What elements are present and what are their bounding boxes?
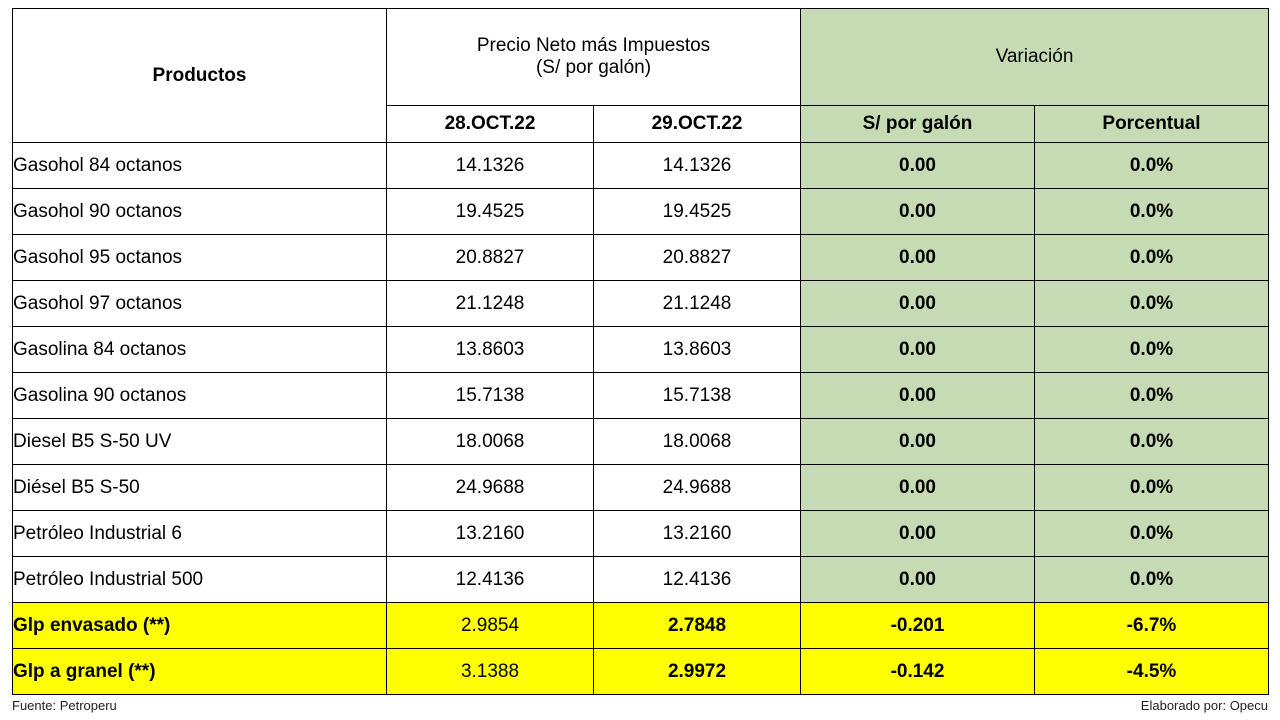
cell-product: Gasohol 97 octanos xyxy=(13,281,387,327)
cell-price-29: 15.7138 xyxy=(594,373,801,419)
cell-price-28: 14.1326 xyxy=(387,143,594,189)
cell-price-29: 21.1248 xyxy=(594,281,801,327)
cell-product: Diésel B5 S-50 xyxy=(13,465,387,511)
cell-product: Glp envasado (**) xyxy=(13,603,387,649)
cell-variation-absolute: -0.201 xyxy=(801,603,1035,649)
cell-product: Petróleo Industrial 500 xyxy=(13,557,387,603)
table-row xyxy=(13,419,1269,465)
header-price-group xyxy=(387,9,801,106)
table-row xyxy=(13,557,1269,603)
cell-price-28: 3.1388 xyxy=(387,649,594,695)
cell-variation-percent: 0.0% xyxy=(1035,419,1269,465)
cell-product: Glp a granel (**) xyxy=(13,649,387,695)
cell-variation-absolute: 0.00 xyxy=(801,143,1035,189)
table-body xyxy=(13,143,1269,695)
cell-price-28: 21.1248 xyxy=(387,281,594,327)
table-row xyxy=(13,235,1269,281)
cell-variation-absolute: 0.00 xyxy=(801,281,1035,327)
cell-price-28: 15.7138 xyxy=(387,373,594,419)
cell-price-28: 2.9854 xyxy=(387,603,594,649)
cell-price-28: 20.8827 xyxy=(387,235,594,281)
cell-price-29: 13.2160 xyxy=(594,511,801,557)
cell-product: Gasolina 84 octanos xyxy=(13,327,387,373)
header-variation-percent: Porcentual xyxy=(1035,106,1269,143)
cell-price-29: 2.9972 xyxy=(594,649,801,695)
cell-variation-absolute: 0.00 xyxy=(801,327,1035,373)
header-products: Productos xyxy=(13,9,387,143)
fuel-price-table xyxy=(12,8,1269,695)
footer-source: Fuente: Petroperu xyxy=(12,698,117,713)
cell-price-29: 2.7848 xyxy=(594,603,801,649)
cell-variation-absolute: 0.00 xyxy=(801,373,1035,419)
cell-price-28: 13.2160 xyxy=(387,511,594,557)
cell-price-29: 12.4136 xyxy=(594,557,801,603)
header-date-29: 29.OCT.22 xyxy=(594,106,801,143)
cell-variation-percent: -4.5% xyxy=(1035,649,1269,695)
cell-variation-percent: -6.7% xyxy=(1035,603,1269,649)
cell-variation-absolute: 0.00 xyxy=(801,419,1035,465)
header-price-group-line1: Precio Neto más Impuestos xyxy=(476,35,711,57)
cell-variation-percent: 0.0% xyxy=(1035,373,1269,419)
cell-price-29: 24.9688 xyxy=(594,465,801,511)
cell-variation-absolute: 0.00 xyxy=(801,189,1035,235)
table-row xyxy=(13,603,1269,649)
cell-variation-percent: 0.0% xyxy=(1035,189,1269,235)
cell-price-29: 18.0068 xyxy=(594,419,801,465)
cell-price-29: 13.8603 xyxy=(594,327,801,373)
cell-price-28: 13.8603 xyxy=(387,327,594,373)
cell-price-28: 19.4525 xyxy=(387,189,594,235)
header-price-group-line2: (S/ por galón) xyxy=(535,57,652,78)
cell-variation-absolute: 0.00 xyxy=(801,557,1035,603)
cell-product: Gasohol 84 octanos xyxy=(13,143,387,189)
cell-variation-absolute: 0.00 xyxy=(801,235,1035,281)
header-row-groups xyxy=(13,9,1269,106)
cell-variation-percent: 0.0% xyxy=(1035,511,1269,557)
header-variation-absolute: S/ por galón xyxy=(801,106,1035,143)
cell-variation-percent: 0.0% xyxy=(1035,327,1269,373)
table-row xyxy=(13,143,1269,189)
cell-product: Gasohol 90 octanos xyxy=(13,189,387,235)
table-row xyxy=(13,281,1269,327)
cell-price-28: 12.4136 xyxy=(387,557,594,603)
table-row xyxy=(13,465,1269,511)
table-row xyxy=(13,189,1269,235)
cell-variation-absolute: 0.00 xyxy=(801,465,1035,511)
table-row xyxy=(13,327,1269,373)
footer-elaborated: Elaborado por: Opecu xyxy=(1140,698,1268,713)
table-row xyxy=(13,373,1269,419)
cell-price-29: 14.1326 xyxy=(594,143,801,189)
cell-variation-percent: 0.0% xyxy=(1035,281,1269,327)
cell-product: Diesel B5 S-50 UV xyxy=(13,419,387,465)
header-variation-group: Variación xyxy=(801,9,1269,106)
cell-product: Petróleo Industrial 6 xyxy=(13,511,387,557)
table-row xyxy=(13,649,1269,695)
cell-price-29: 19.4525 xyxy=(594,189,801,235)
cell-price-28: 18.0068 xyxy=(387,419,594,465)
table-footer xyxy=(12,698,1268,718)
table-header xyxy=(13,9,1269,143)
cell-variation-absolute: 0.00 xyxy=(801,511,1035,557)
cell-variation-percent: 0.0% xyxy=(1035,557,1269,603)
cell-product: Gasolina 90 octanos xyxy=(13,373,387,419)
cell-variation-absolute: -0.142 xyxy=(801,649,1035,695)
cell-variation-percent: 0.0% xyxy=(1035,235,1269,281)
cell-price-29: 20.8827 xyxy=(594,235,801,281)
table-row xyxy=(13,511,1269,557)
cell-variation-percent: 0.0% xyxy=(1035,143,1269,189)
cell-product: Gasohol 95 octanos xyxy=(13,235,387,281)
cell-variation-percent: 0.0% xyxy=(1035,465,1269,511)
cell-price-28: 24.9688 xyxy=(387,465,594,511)
header-date-28: 28.OCT.22 xyxy=(387,106,594,143)
